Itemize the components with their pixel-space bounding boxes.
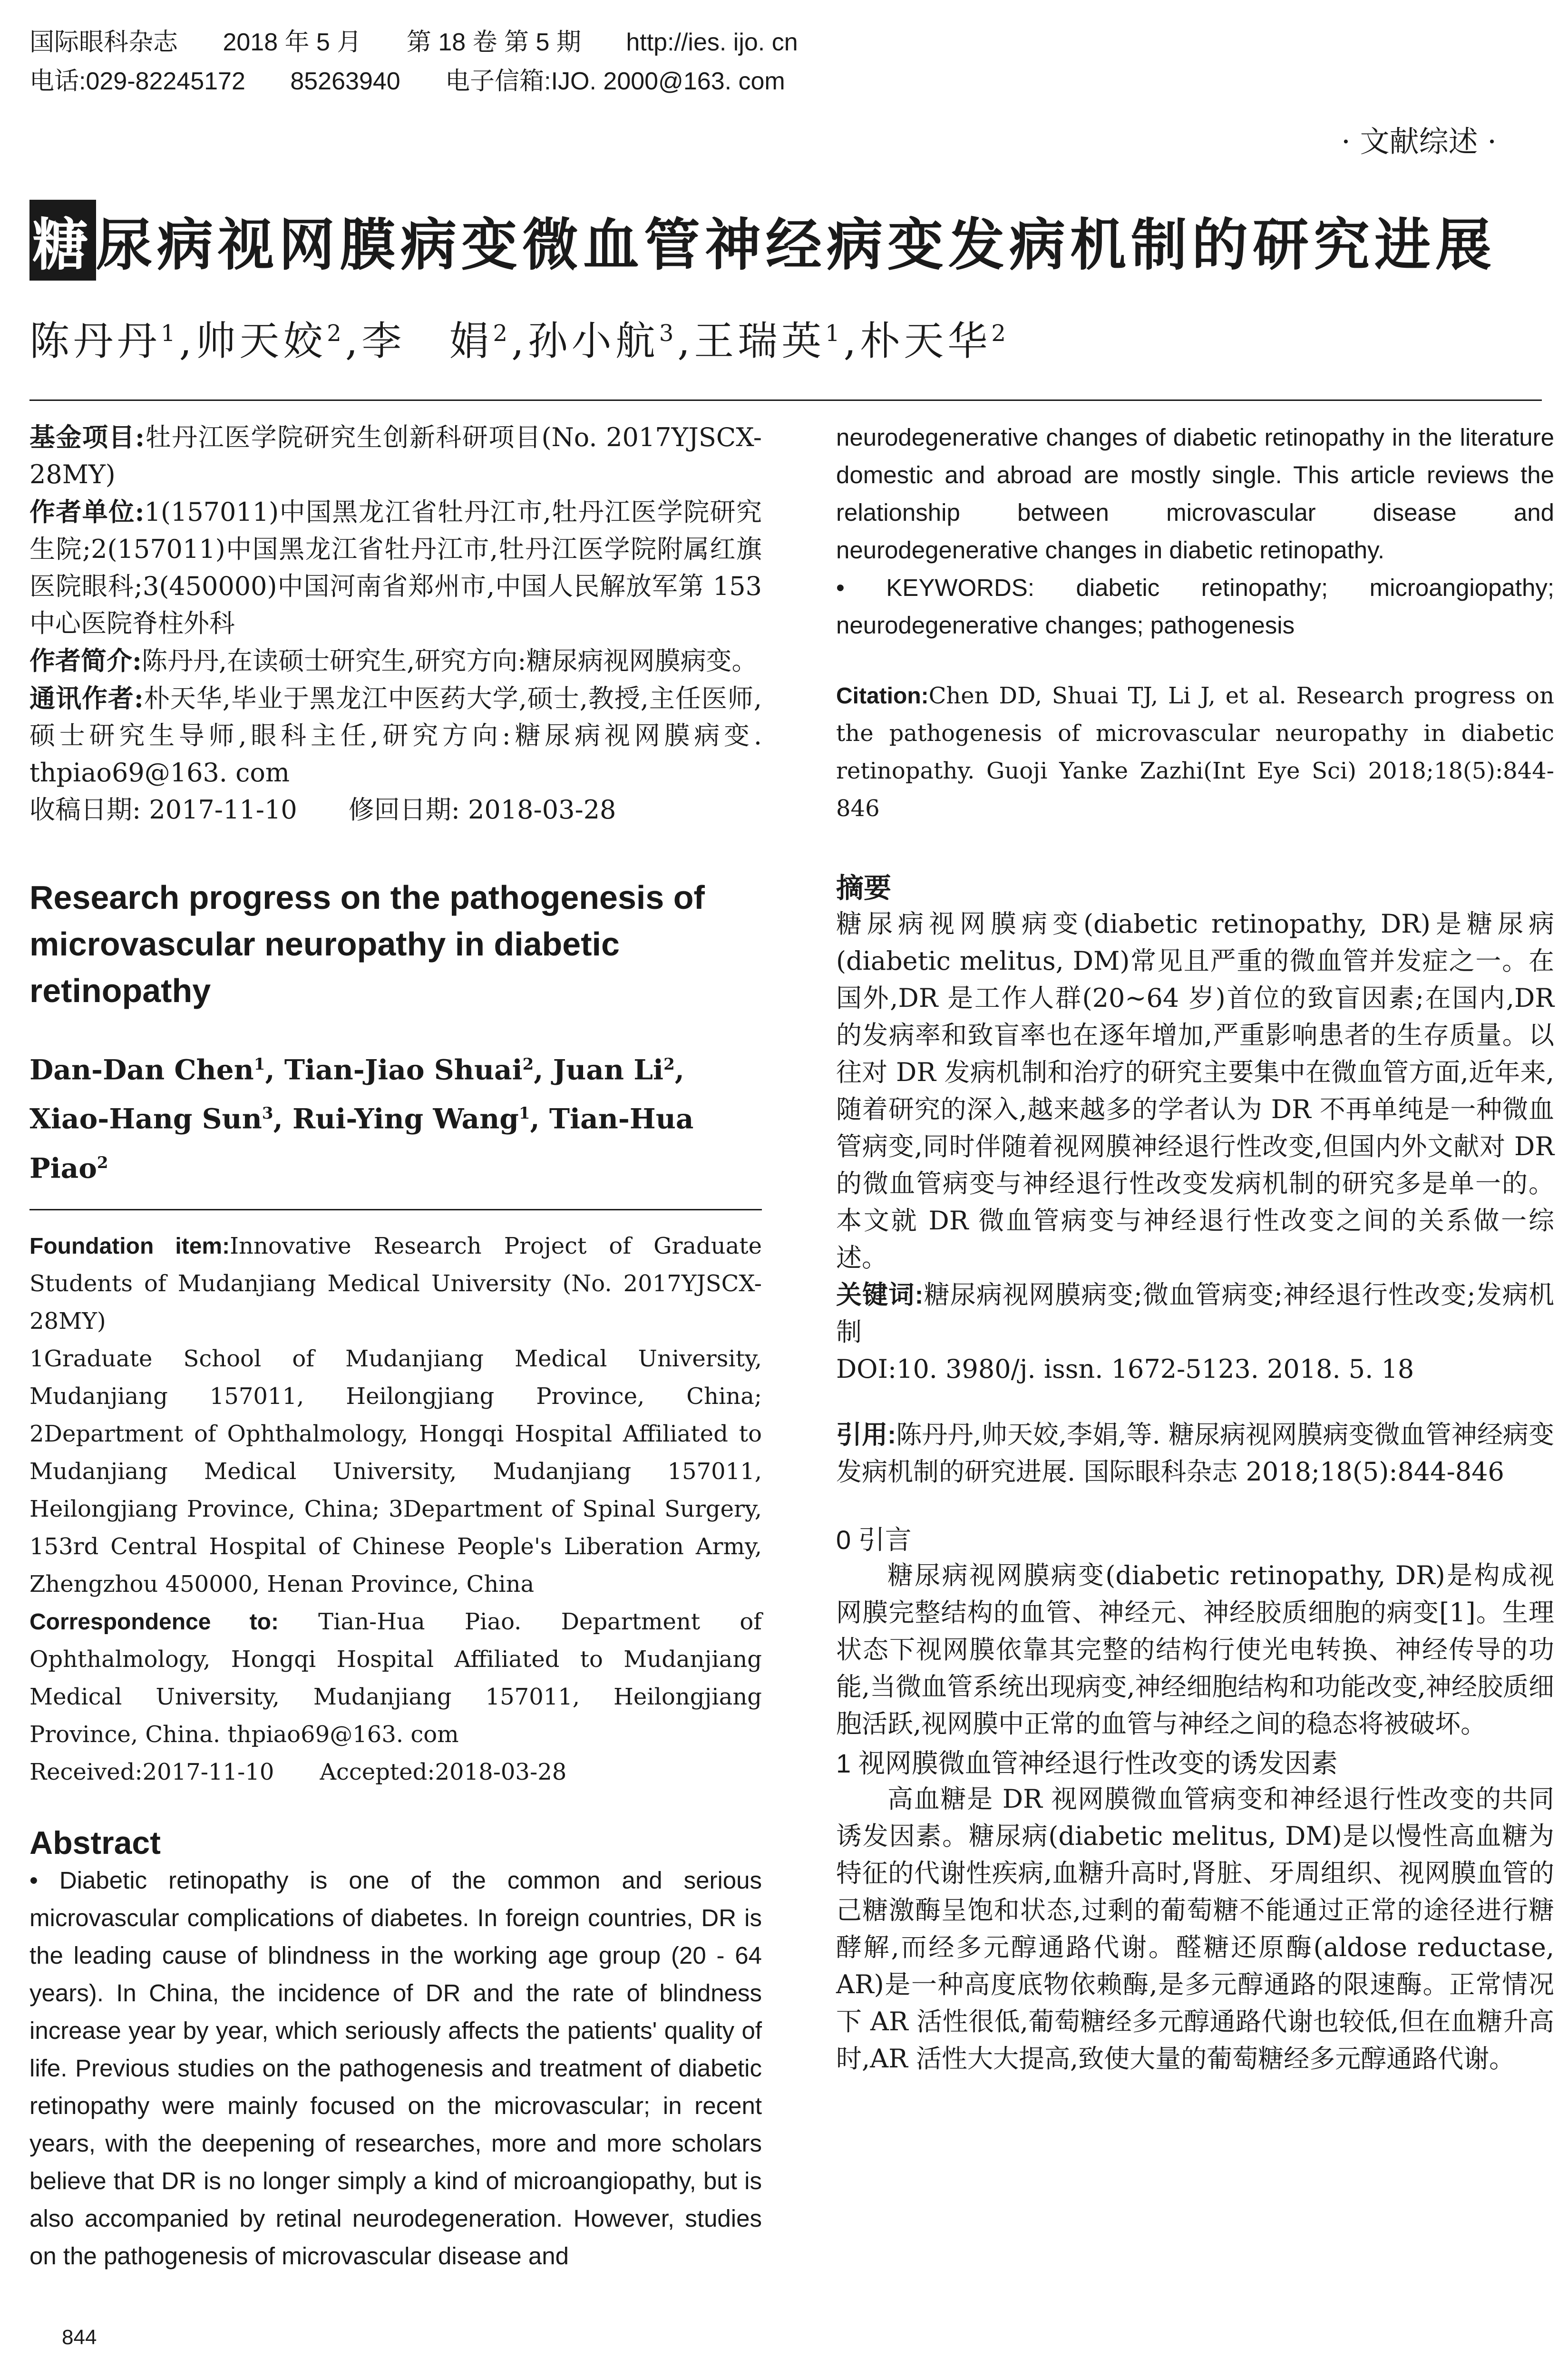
- issue-date: 2018 年 5 月: [223, 29, 362, 56]
- keywords-text: diabetic retinopathy; microangiopathy; neurodegenerative changes; pathogenesis: [836, 574, 1554, 639]
- foundation-label: Foundation item:: [29, 1233, 230, 1259]
- foundation-block: [29, 1227, 762, 1340]
- citation-text: Chen DD, Shuai TJ, Li J, et al. Research progress on the pathogenesis of microvascular neuropathy in diabetic retinopathy. Guoji Yanke Zazhi(Int Eye Sci) 2018;18(5):844-846: [836, 682, 1554, 822]
- section-1-heading: 1 视网膜微血管神经退行性改变的诱发因素: [836, 1748, 1338, 1778]
- affiliations-en: 1Graduate School of Mudanjiang Medical University, Mudanjiang 157011, Heilongjiang Province, China; 2Department of Ophthalmology, Hongqi Hospital Affiliated to Mudanjiang Medical University, Mudanjiang 157011, Heilongjiang Province, China; 3Department of Spinal Surgery, 153rd Central Hospital of Chinese People's Liberation Army, Zhengzhou 450000, Henan Province, China: [29, 1345, 762, 1598]
- running-header: [29, 23, 1542, 101]
- running-header-line-2: [29, 62, 1542, 101]
- fund-block: [29, 419, 762, 493]
- keywords-en: [836, 569, 1554, 644]
- author-name: 帅天姣: [195, 318, 327, 364]
- header-divider: [29, 399, 1542, 401]
- author-name: 李 娟: [361, 318, 493, 364]
- author-name-en: Dan-Dan Chen: [29, 1053, 254, 1086]
- email[interactable]: 电子信箱:IJO. 2000@163. com: [445, 68, 785, 95]
- en-authors-divider: [29, 1209, 762, 1210]
- right-column: [836, 419, 1554, 2077]
- abstract-cn-text: 糖尿病视网膜病变(diabetic retinopathy, DR)是糖尿病(diabetic melitus, DM)常见且严重的微血管并发症之一。在国外,DR 是工作人群(20~64 岁)首位的致盲因素;在国内,DR 的发病率和致盲率也在逐年增加,严重影响患者的生存质量。以往对 DR 发病机制和治疗的研究主要集中在微血管方面,近年来,随着研究的深入,越来越多的学者认为 DR 不再单纯是一种微血管病变,同时伴随着视网膜神经退行性改变,但国内外文献对 DR 的微血管病变与神经退行性改变发病机制的研究多是单一的。本文就 DR 微血管病变与神经退行性改变之间的关系做一综述。: [836, 909, 1554, 1273]
- citation-cn-label: 引用:: [836, 1421, 896, 1449]
- author-list-en: Dan-Dan Chen$^1$, Tian-Jiao Shuai$^2$, Juan Li$^2$, Xiao-Hang Sun$^3$, Rui-Ying Wang$^1$, Tian-Hua Piao$^2$: [29, 1053, 694, 1184]
- affiliation-text: 1(157011)中国黑龙江省牡丹江市,牡丹江医学院研究生院;2(157011)中国黑龙江省牡丹江市,牡丹江医学院附属红旗医院眼科;3(450000)中国河南省郑州市,中国人民解放军第 153 中心医院脊柱外科: [29, 497, 762, 638]
- correspondence-block: [29, 1603, 762, 1754]
- author-affil-sup: 2: [991, 320, 1010, 347]
- dates-cn: 收稿日期: 2017-11-10 修回日期: 2018-03-28: [29, 795, 616, 825]
- fax: 85263940: [290, 68, 400, 95]
- section-0-text: 糖尿病视网膜病变(diabetic retinopathy, DR)是构成视网膜完整结构的血管、神经元、神经胶质细胞的病变[1]。生理状态下视网膜依靠其完整的结构行使光电转换、神经传导的功能,当微血管系统出现病变,神经细胞结构和功能改变,神经胶质细胞活跃,视网膜中正常的血管与神经之间的稳态将被破坏。: [836, 1560, 1554, 1739]
- page-number: 844: [62, 2326, 97, 2349]
- keywords-label: • KEYWORDS:: [836, 574, 1034, 601]
- author-affil-sup: 1: [161, 320, 179, 347]
- keywords-cn: [836, 1276, 1554, 1351]
- author-affil-sup: 2: [97, 1153, 108, 1172]
- author-name: 陈丹丹: [29, 318, 161, 364]
- correspondence-label: Correspondence to:: [29, 1609, 279, 1635]
- foundation-text: Innovative Research Project of Graduate Students of Mudanjiang Medical University (No. 2017YJSCX-28MY): [29, 1232, 762, 1335]
- author-affil-sup: 3: [262, 1104, 273, 1123]
- author-affil-sup: 1: [825, 320, 844, 347]
- running-header-line-1: [29, 23, 1542, 62]
- fund-text: 牡丹江医学院研究生创新科研项目(No. 2017YJSCX-28MY): [29, 422, 762, 489]
- author-name-en: Xiao-Hang Sun: [29, 1102, 262, 1135]
- cn-metadata: [29, 419, 762, 828]
- keywords-cn-text: 糖尿病视网膜病变;微血管病变;神经退行性改变;发病机制: [836, 1280, 1555, 1347]
- correspondence-text: Tian-Hua Piao. Department of Ophthalmology, Hongqi Hospital Affiliated to Mudanjiang Medical University, Mudanjiang 157011, Heilongjiang Province, China. thpiao69@163. com: [29, 1608, 762, 1748]
- author-affil-sup: 3: [659, 320, 678, 347]
- journal-url[interactable]: http://ies. ijo. cn: [626, 29, 798, 56]
- section-0-heading: 0 引言: [836, 1525, 912, 1555]
- abstract-continued: neurodegenerative changes of diabetic retinopathy in the literature domestic and abroad are mostly single. This article reviews the relationship between microvascular disease and neurodegenerative changes in diabetic retinopathy.: [836, 424, 1554, 564]
- article-title: [29, 200, 1551, 281]
- citation-cn-text: 陈丹丹,帅天姣,李娟,等. 糖尿病视网膜病变微血管神经病变发病机制的研究进展. 国际眼科杂志 2018;18(5):844-846: [836, 1420, 1555, 1487]
- author-name: 朴天华: [860, 318, 992, 364]
- author-name-en: Tian-Hua Piao: [29, 1102, 694, 1184]
- phone: 电话:029-82245172: [29, 68, 245, 95]
- journal-name: 国际眼科杂志: [29, 29, 178, 56]
- citation-block: [836, 677, 1554, 828]
- title-rest: 尿病视网膜病变微血管神经病变发病机制的研究进展: [96, 214, 1497, 277]
- author-intro-text: 陈丹丹,在读硕士研究生,研究方向:糖尿病视网膜病变。: [141, 646, 758, 676]
- keywords-cn-label: 关键词:: [836, 1281, 924, 1309]
- author-affil-sup: 1: [253, 1055, 265, 1074]
- english-title: Research progress on the pathogenesis of microvascular neuropathy in diabetic retinopathy: [29, 879, 705, 1009]
- citation-cn: [836, 1416, 1554, 1490]
- author-list-cn: 陈丹丹$^1$,帅天姣$^2$,李 娟$^2$,孙小航$^3$,王瑞英$^1$,朴天华$^2$: [29, 318, 1010, 364]
- corresponding-text: 朴天华,毕业于黑龙江中医药大学,硕士,教授,主任医师,硕士研究生导师,眼科主任,研究方向:糖尿病视网膜病变. thpiao69@163. com: [29, 683, 762, 788]
- en-metadata: [29, 1227, 762, 1791]
- doi[interactable]: DOI:10. 3980/j. issn. 1672-5123. 2018. 5. 18: [836, 1354, 1414, 1384]
- citation-label: Citation:: [836, 683, 929, 709]
- left-column: [29, 419, 762, 2275]
- author-affil-sup: 1: [518, 1104, 530, 1123]
- author-affil-sup: 2: [493, 320, 512, 347]
- author-name: 孙小航: [527, 318, 659, 364]
- author-affil-sup: 2: [327, 320, 345, 347]
- section-1-text: 高血糖是 DR 视网膜微血管病变和神经退行性改变的共同诱发因素。糖尿病(diabetic melitus, DM)是以慢性高血糖为特征的代谢性疾病,血糖升高时,肾脏、牙周组织、视网膜血管的己糖激酶呈饱和状态,过剩的葡萄糖不能通过正常的途径进行糖酵解,而经多元醇通路代谢。醛糖还原酶(aldose reductase, AR)是一种高度底物依赖酶,是多元醇通路的限速酶。正常情况下 AR 活性很低,葡萄糖经多元醇通路代谢也较低,但在血糖升高时,AR 活性大大提高,致使大量的葡萄糖经多元醇通路代谢。: [836, 1784, 1554, 2074]
- corresponding-label: 通讯作者:: [29, 683, 144, 713]
- author-affil-sup: 2: [522, 1055, 534, 1074]
- section-tag: · 文献综述 ·: [1341, 124, 1497, 159]
- abstract-text: • Diabetic retinopathy is one of the common and serious microvascular complications of diabetes. In foreign countries, DR is the leading cause of blindness in the working age group (20 - 64 years). In China, the incidence of DR and the rate of blindness increase year by year, which seriously affects the patients' quality of life. Previous studies on the pathogenesis and treatment of diabetic retinopathy were mainly focused on the microvascular; in recent years, with the deepening of researches, more and more scholars believe that DR is no longer simply a kind of microangiopathy, but is also accompanied by retinal neurodegeneration. However, studies on the pathogenesis of microvascular disease and: [29, 1866, 762, 2270]
- fund-label: 基金项目:: [29, 422, 145, 452]
- author-name-en: Rui-Ying Wang: [292, 1102, 519, 1135]
- author-name-en: Juan Li: [553, 1053, 664, 1086]
- volume-issue: 第 18 卷 第 5 期: [406, 29, 581, 56]
- received-accepted: Received:2017-11-10 Accepted:2018-03-28: [29, 1758, 567, 1785]
- author-intro-block: [29, 642, 762, 680]
- affiliation-label: 作者单位:: [29, 497, 145, 527]
- abstract-heading: Abstract: [29, 1824, 161, 1861]
- author-intro-label: 作者简介:: [29, 645, 142, 676]
- author-affil-sup: 2: [663, 1055, 675, 1074]
- title-first-char: 糖: [29, 200, 96, 281]
- affiliation-block: [29, 493, 762, 642]
- corresponding-block: [29, 680, 762, 791]
- author-name: 王瑞英: [694, 318, 826, 364]
- author-name-en: Tian-Jiao Shuai: [284, 1053, 523, 1086]
- abstract-cn-heading: 摘要: [836, 873, 892, 904]
